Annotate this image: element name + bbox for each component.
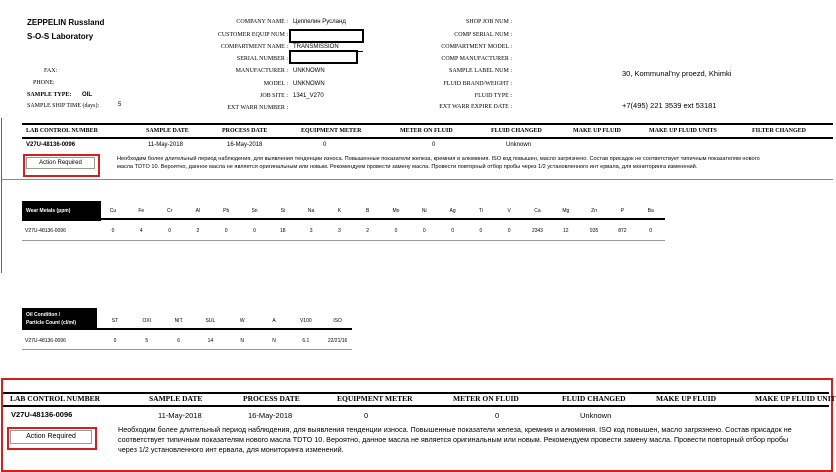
wear-metal-value-0: 0 [479,228,483,234]
wear-metal-col-ni: Ni [421,208,427,214]
oil-condition-subtitle: Particle Count (cl/ml) [26,320,77,326]
col-make-up-fluid: MAKE UP FLUID [573,128,621,134]
wear-metals-row-label: V27U-48136-0096 [25,228,66,234]
wear-metal-col-si: Si [280,208,286,214]
compartment-model-label: COMPARTMENT MODEL : [441,44,512,50]
col-meter-on-fluid: METER ON FLUID [400,128,453,134]
process-date: 16-May-2018 [227,142,263,148]
zoom-process-date: 16-May-2018 [248,411,293,420]
col-sample-date: SAMPLE DATE [146,128,189,134]
wear-metal-value-0: 0 [394,228,398,234]
oil-condition-col-v100: V100 [299,318,312,324]
oil-condition-value-0: 0 [113,338,117,344]
zoom-col-process-date: PROCESS DATE [243,394,300,403]
oil-condition-col-st: ST [111,318,119,324]
report-left-border [1,118,2,273]
wear-metal-value-4: 4 [139,228,143,234]
oil-condition-col-a: A [272,318,276,324]
wear-metal-col-cu: Cu [109,208,117,214]
redacted-equip-num [289,29,364,43]
manufacturer-value: UNKNOWN [293,68,325,74]
lab-table-top-rule [22,123,833,125]
zoom-col-fluid-changed: FLUID CHANGED [562,394,626,403]
sample-label-num-label: SAMPLE LABEL NUM : [449,68,512,74]
shop-job-num-label: SHOP JOB NUM : [466,19,512,25]
wear-metal-value-0: 0 [451,228,454,234]
wear-metal-col-zn: Zn [591,208,598,214]
wear-metal-col-b: B [366,208,370,214]
oil-condition-row-label: V27U-48136-0096 [25,338,66,344]
oil-condition-col-w: W [239,318,245,324]
oil-condition-value-6-1: 6.1 [302,338,310,344]
wear-metal-col-v: V [507,208,511,214]
job-site-label: JOB SITE : [259,93,288,99]
fluid-type-label: FLUID TYPE : [474,93,512,99]
oil-condition-bottom-rule [22,349,352,350]
zoom-comment: Необходим более длительный период наблюдения, для выявления тенденции износа. Повышенные показатели железа, кремния и алюминия. ISO код повышен, масло загрязнено. Состав присадок не соответствует типичным показателям нового масла TDTO 10. Вероятно, данное масла не является оригинальным или новым. Рекомендуем провести замену масла. Провести повторный отбор пробы через 1/2 установленного инт ервала, для мониторинга изменений. [118,425,792,454]
zoom-equipment-meter: 0 [364,411,369,420]
oil-condition-col-iso: ISO [333,318,342,324]
sample-type-label: SAMPLE TYPE: [27,92,72,98]
sample-type-value: OIL [82,92,92,98]
oil-condition-title: Oil Condition / [26,312,61,318]
comp-manufacturer-label: COMP MANUFACTURER : [441,56,512,62]
zoom-meter-on-fluid: 0 [495,411,500,420]
zoom-col-sample-date: SAMPLE DATE [149,394,203,403]
job-site-value: 1341_V270 [293,93,324,99]
oil-condition-col-sul: SUL [205,318,216,324]
oil-condition-value-14: 14 [207,338,214,344]
ship-time-label: SAMPLE SHIP TIME (days): [27,103,100,109]
wear-metal-col-ca: Ca [534,208,541,214]
zoom-header-rule [3,405,829,407]
wear-metal-col-ba: Ba [647,208,654,214]
wear-metal-value-872: 872 [618,228,627,234]
col-equipment-meter: EQUIPMENT METER [301,128,362,134]
lab-table-bottom-rule [1,179,833,180]
wear-metals-bottom-rule [22,240,665,241]
col-make-up-fluid-units: MAKE UP FLUID UNITS [649,128,717,134]
equipment-meter: 0 [323,142,327,148]
ship-time-value: 5 [118,102,122,108]
wear-metal-col-sn: Sn [251,208,258,214]
zoom-col-meter-on-fluid: METER ON FLUID [453,394,519,403]
wear-metal-value-12: 12 [563,228,569,234]
wear-metal-col-mo: Mo [392,208,400,214]
compartment-name-label: COMPARTMENT NAME : [220,44,288,50]
col-lab-control-number: LAB CONTROL NUMBER [26,128,99,134]
zoom-col-make-up-fluid-unit: MAKE UP FLUID UNIT [755,394,836,403]
wear-metal-value-0: 0 [422,228,426,234]
wear-metal-value-0: 0 [168,228,171,234]
wear-metal-value-0: 0 [507,228,511,234]
wear-metal-value-3: 3 [338,228,341,234]
wear-metal-col-ag: Ag [449,208,456,214]
wear-metal-col-na: Na [307,208,315,214]
wear-metal-value-2343: 2343 [531,228,544,234]
fluid-brand-label: FLUID BRAND/WEIGHT : [443,81,512,87]
wear-metal-col-cr: Cr [166,208,173,214]
wear-metals-header: Wear Metals (ppm) [22,201,101,221]
lab-comment: Необходим более длительный период наблюдения, для выявления тенденции износа. Повышенные показатели железа, кремния и алюминия. ISO код повышен, масло загрязнено. Состав присадок не соответствует типичным показателям нового масла TDTO 10. Вероятно, данное масла не является оригинальным или новым. Рекомендуем провести замену масла. Провести повторный отбор пробы через 1/2 установленного инт ервала, для мониторинга изменений. [117,156,760,170]
model-value: UNKNOWN [293,81,325,87]
lab-address: 30, Kommunal'ny proezd, Khimki [622,69,732,78]
meter-on-fluid: 0 [432,142,436,148]
oil-condition-value-5: 5 [145,338,149,344]
compartment-name-value: TRANSMISSION [293,44,339,50]
zoom-lab-control-number: V27U-48136-0096 [11,410,73,419]
wear-metal-col-fe: Fe [138,208,145,214]
wear-metal-col-pb: Pb [223,208,230,214]
wear-metals-header-rule [97,218,665,220]
oil-condition-header-rule [97,328,352,330]
wear-metal-col-mg: Mg [562,208,570,214]
wear-metal-col-al: Al [195,208,201,214]
model-label: MODEL : [263,81,288,87]
fax-label: FAX: [44,68,58,74]
wear-metal-value-2: 2 [196,228,200,234]
manufacturer-label: MANUFACTURER : [235,68,288,74]
oil-condition-col-oxi: OXI [142,318,152,324]
company-name-value: Цеппелин Русланд [293,19,346,25]
ext-warr-number-label: EXT WARR NUMBER : [227,105,288,111]
fluid-changed: Unknown [506,142,532,148]
lab-name: ZEPPELIN Russland [27,18,105,27]
oil-condition-value-22-21-16: 22/21/16 [327,338,348,344]
sample-date: 11-May-2018 [148,142,183,148]
wear-metal-value-0: 0 [253,228,256,234]
wear-metal-value-18: 18 [280,228,286,234]
zoom-action-required-button[interactable]: Action Required [10,430,92,444]
zoom-col-lab-control-number: LAB CONTROL NUMBER [10,394,101,403]
zoom-fluid-changed: Unknown [580,411,612,420]
lab-subtitle: S-O-S Laboratory [27,32,94,41]
ext-warr-expire-label: EXT WARR EXPIRE DATE : [439,104,512,110]
oil-condition-value-6: 6 [177,338,180,344]
oil-condition-value-n: N [272,338,276,344]
wear-metal-col-k: K [337,208,342,214]
zoom-col-equipment-meter: EQUIPMENT METER [337,394,413,403]
action-required-button[interactable]: Action Required [26,157,95,169]
col-filter-changed: FILTER CHANGED [752,128,806,134]
oil-condition-col-nit: NIT [174,318,183,324]
wear-metal-value-0: 0 [224,228,228,234]
wear-metal-value-2: 2 [366,228,370,234]
col-process-date: PROCESS DATE [222,128,268,134]
company-name-label: COMPANY NAME : [236,19,288,25]
zoom-col-make-up-fluid: MAKE UP FLUID [656,394,716,403]
serial-number-label: SERIAL NUMBER : [236,56,288,62]
wear-metal-value-3: 3 [309,228,313,234]
zoom-sample-date: 11-May-2018 [158,411,202,420]
phone-label: PHONE: [33,80,55,86]
oil-condition-header [22,308,97,330]
comp-serial-num-label: COMP SERIAL NUM : [454,32,512,38]
wear-metal-value-0: 0 [649,228,653,234]
lab-control-number: V27U-48136-0096 [26,142,76,148]
wear-metal-col-ti: Ti [478,208,483,214]
wear-metal-value-935: 935 [589,228,599,234]
lab-table-header-rule [22,137,833,139]
redacted-serial-number [289,50,358,64]
wear-metal-col-p: P [620,208,625,214]
wear-metal-value-0: 0 [111,228,115,234]
col-fluid-changed: FLUID CHANGED [491,128,542,134]
oil-condition-value-n: N [240,338,244,344]
customer-equip-label: CUSTOMER EQUIP NUM : [217,32,288,38]
lab-phone: +7(495) 221 3539 ext 53181 [622,101,717,110]
